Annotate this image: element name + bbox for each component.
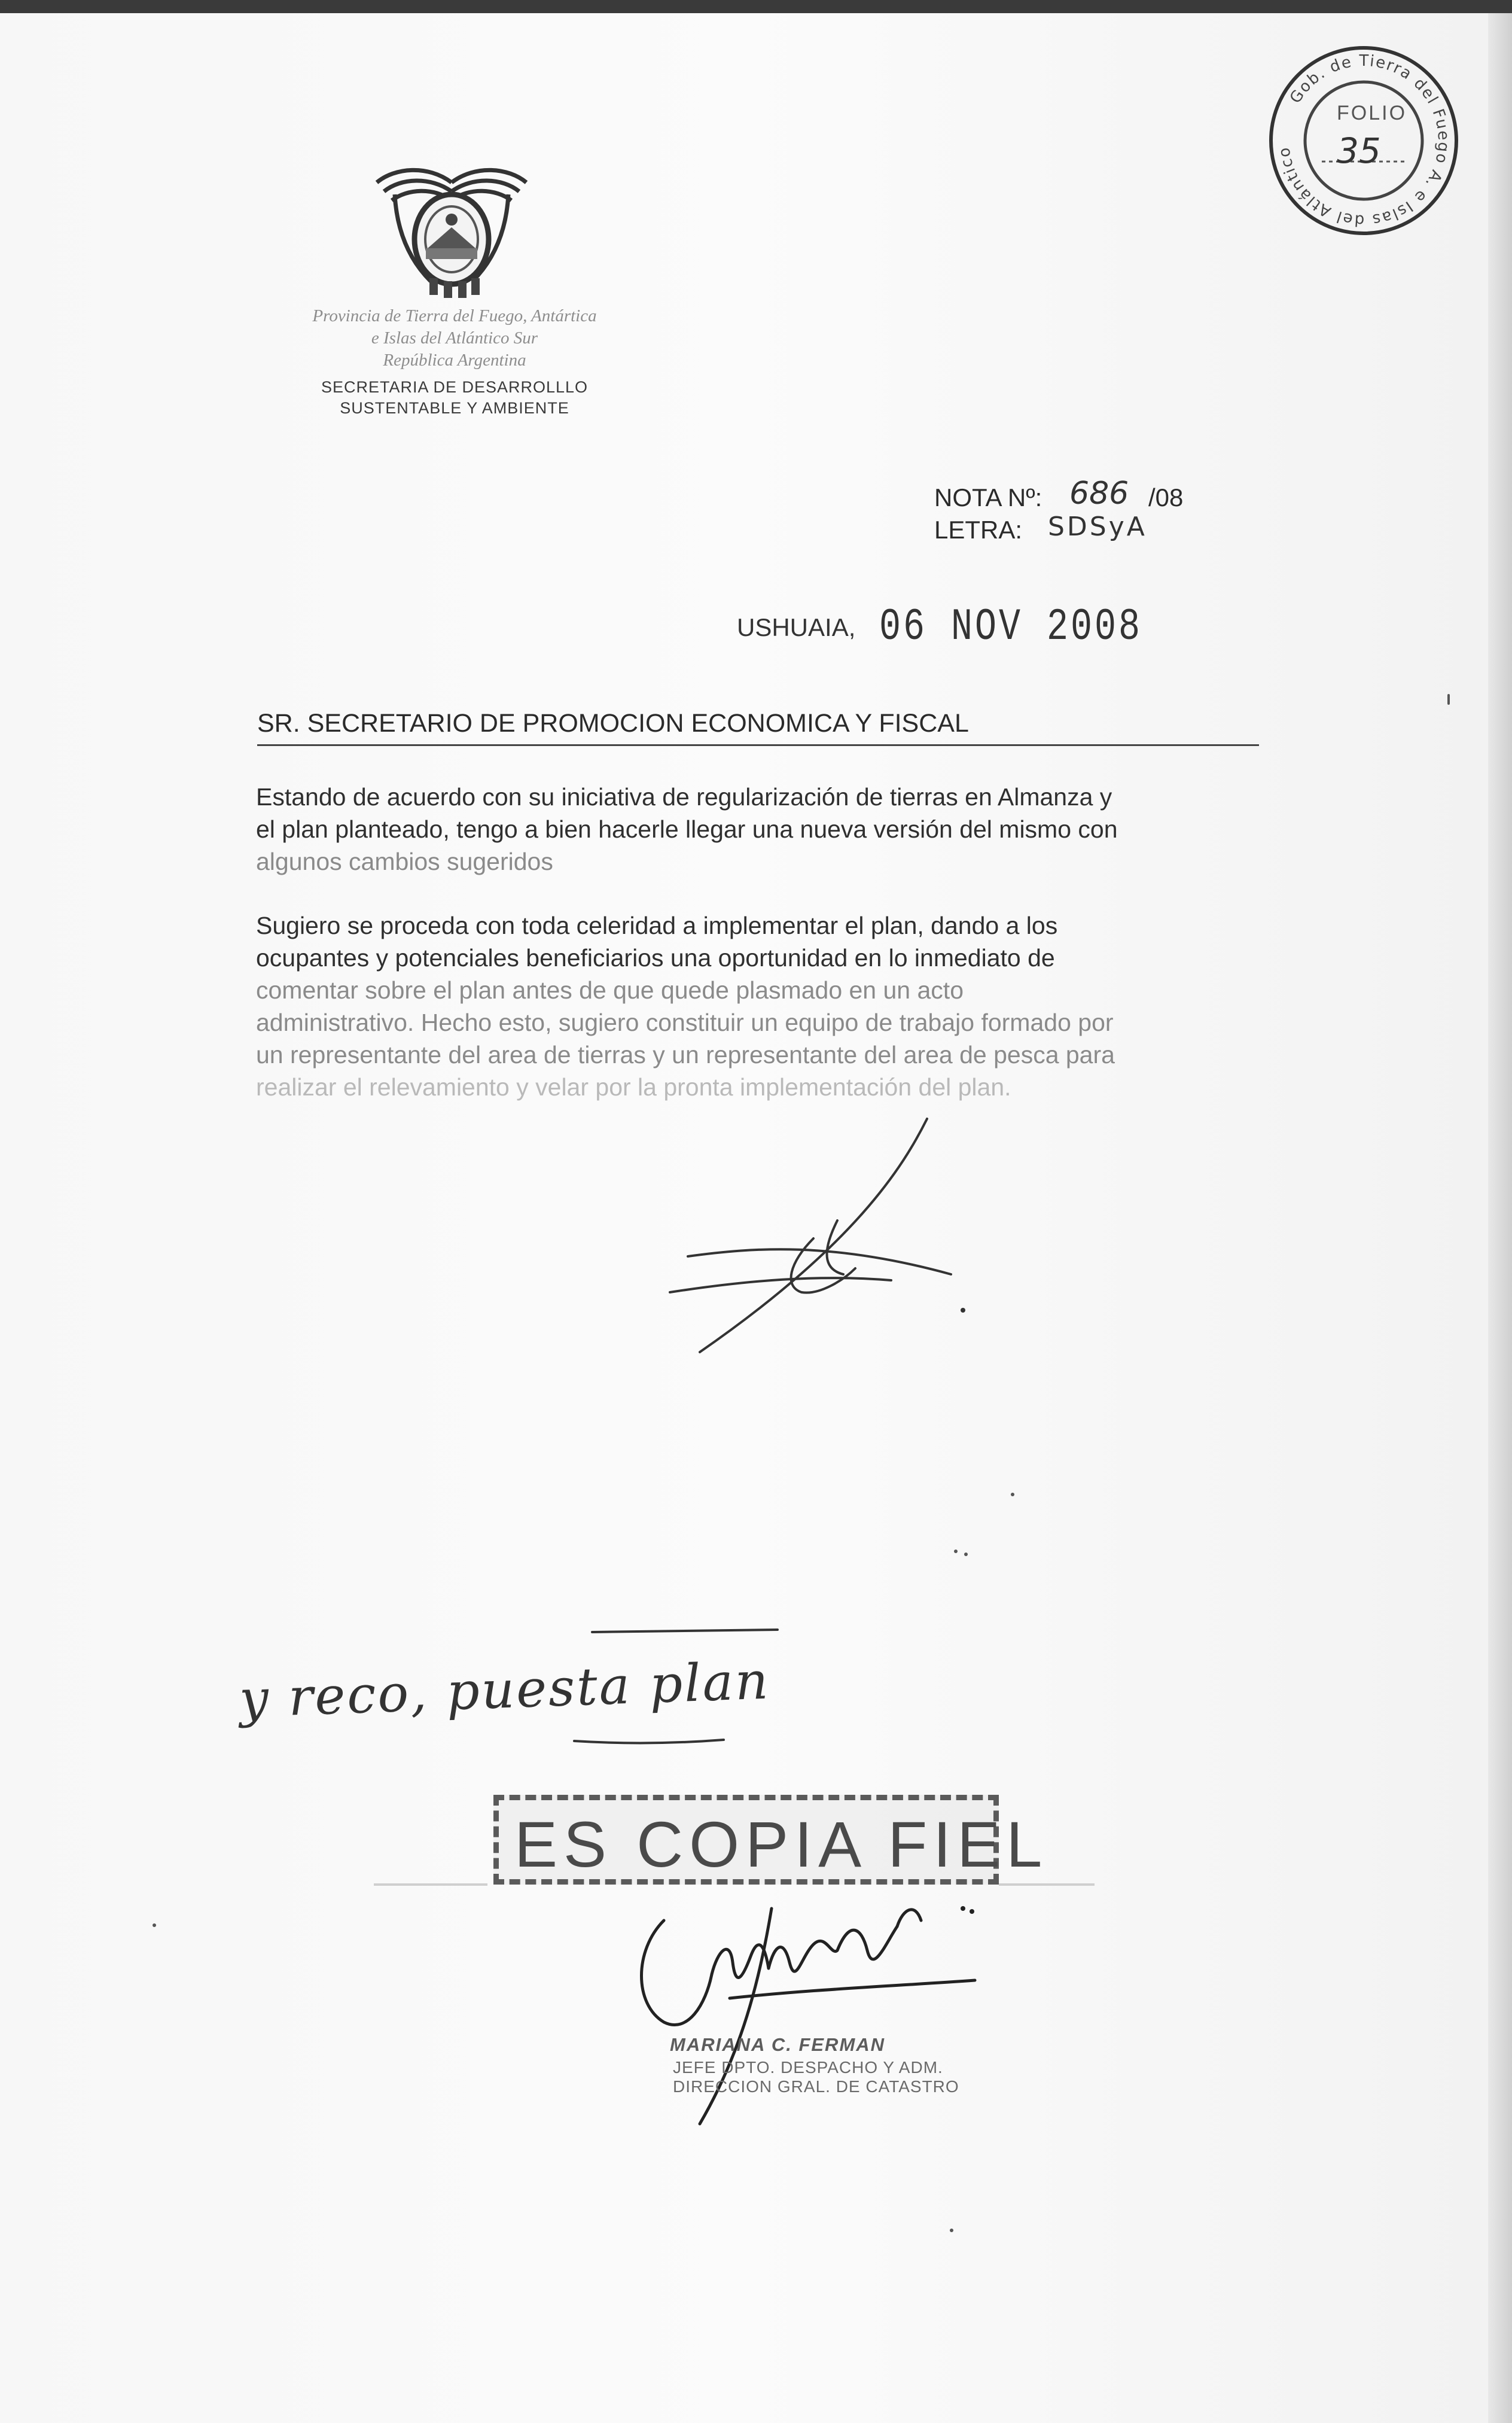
letterhead-office-line-2: SUSTENTABLE Y AMBIENTE <box>340 399 569 417</box>
body-paragraph-2 <box>256 909 1261 1103</box>
body-line: algunos cambios sugeridos <box>256 848 553 875</box>
page-edge-shadow <box>1488 13 1512 2423</box>
body-line: administrativo. Hecho esto, sugiero constituir un equipo de trabajo formado por <box>256 1009 1114 1036</box>
folio-ring-text: Gob. de Tierra del Fuego A. e Islas del Atlántico <box>1275 51 1453 230</box>
body-line: comentar sobre el plan antes de que quede plasmado en un acto <box>256 976 964 1004</box>
certifier-name: MARIANA C. FERMAN <box>670 2034 886 2055</box>
certifier-role-line-1: JEFE DPTO. DESPACHO Y ADM. <box>673 2058 943 2077</box>
scan-speck <box>950 2229 953 2232</box>
letra-value: SDSyA <box>1048 512 1147 542</box>
folio-number: 35 <box>1337 130 1381 171</box>
date-stamp: 06 NOV 2008 <box>879 602 1143 653</box>
letterhead-province-line-3: República Argentina <box>383 351 526 370</box>
scan-speck <box>964 1553 968 1556</box>
provincial-coat-of-arms-icon <box>371 159 532 302</box>
certifier-role-line-2: DIRECCION GRAL. DE CATASTRO <box>673 2077 959 2096</box>
folio-label: FOLIO <box>1337 102 1407 124</box>
letterhead-province-line-2: e Islas del Atlántico Sur <box>371 328 538 348</box>
body-line: Estando de acuerdo con su iniciativa de regularización de tierras en Almanza y <box>256 783 1112 811</box>
nota-year: /08 <box>1148 483 1184 512</box>
nota-label: NOTA Nº: <box>934 483 1042 512</box>
body-line: ocupantes y potenciales beneficiarios una oportunidad en lo inmediato de <box>256 944 1055 972</box>
nota-number: 686 <box>1069 476 1129 512</box>
scan-speck <box>954 1550 958 1553</box>
body-line: Sugiero se proceda con toda celeridad a implementar el plan, dando a los <box>256 912 1058 939</box>
addressee-line: SR. SECRETARIO DE PROMOCION ECONOMICA Y FISCAL <box>257 709 1259 746</box>
scan-top-border <box>0 0 1512 13</box>
place-label: USHUAIA, <box>737 613 856 641</box>
letterhead-province-line-1: Provincia de Tierra del Fuego, Antártica <box>312 306 597 325</box>
folio-stamp <box>1265 42 1462 239</box>
body-paragraph-1 <box>256 781 1261 878</box>
faint-background-line-left <box>374 1883 487 1886</box>
certifier-signature <box>622 1885 993 2136</box>
handwritten-note: y reco, puesta plan <box>238 1651 771 1730</box>
scan-speck <box>1447 694 1450 705</box>
copy-stamp-text: ES COPIA FIEL <box>514 1808 1048 1880</box>
scan-speck <box>1011 1493 1014 1496</box>
letterhead-office-line-1: SECRETARIA DE DESARROLLLO <box>321 378 589 396</box>
signature-scribble <box>664 1113 999 1364</box>
body-line: el plan planteado, tengo a bien hacerle llegar una nueva versión del mismo con <box>256 815 1118 843</box>
body-line: un representante del area de tierras y un representante del area de pesca para <box>256 1041 1115 1069</box>
letra-label: LETRA: <box>934 516 1023 544</box>
scan-speck <box>153 1923 156 1927</box>
faint-background-line-right <box>999 1883 1095 1886</box>
body-line: realizar el relevamiento y velar por la pronta implementación del plan. <box>256 1073 1011 1101</box>
